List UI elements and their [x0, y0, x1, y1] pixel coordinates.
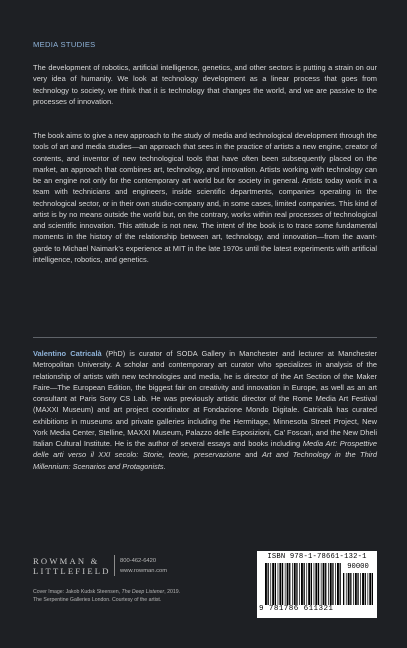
credit-suffix: , 2019. [164, 589, 181, 595]
barcode-bar [294, 563, 296, 605]
barcode-bar [335, 563, 336, 605]
description-paragraph-2: The book aims to give a new approach to the study of media and technological development through the tools of art and media studies—an approach that sees in the practice of artists a new engine, creator of contents, and inventor of new technological tools that have often been subsequently placed on the market, an approach that combines art, technology, and innovation. Artists working with technology can be an engine not only for the contemporary art world but for society in general. Artists today work in a team with technicians and engineers, inside scientific departments, companies operating in the technological sector, or in their own studio-company and, in some cases, limited companies. This kind of artist is by no means outside the world but, on the contrary, works within real processes of technological and scientific innovation. This attitude is not new. The intent of the book is to trace some fundamental moments in the history of the relationship between art, technology, and innovation—from the avant-garde to Michael Naimark’s experience at MIT in the late 1970s until the latest experiments with artificial intelligence, robotics, and genetics. [33, 131, 377, 264]
barcode-bar [282, 563, 283, 605]
barcode-bar [340, 563, 341, 605]
publisher-line-2: LITTLEFIELD [33, 566, 111, 576]
publisher-separator [114, 555, 115, 576]
addon-barcode-bars [343, 573, 373, 605]
barcode-bar [275, 563, 276, 605]
bio-text-1: (PhD) is curator of SODA Gallery in Manchester and lecturer at Manchester Metropolitan University. A scholar and contemporary art curator who specializes in analysis of the relationship of artists with new technologies and media, he is director of the Art Section of the Maker Faire—The European Edition, the biggest fair on creativity and innovation in Europe, as well as an art consultant at Paris Sony CS Lab. He was previously artistic director of the Rome Media Art Festival (MAXXI Museum) and art project coordinator at Fondazione Mondo Digitale. Catricalà has curated exhibitions in museums and private galleries including the Hermitage, Minnesota Street Project, New York Media Center, Stelline, MAXXI Museum, Palazzo delle Esposizioni, Ca’ Foscari, and the New Dheli Italian Cultural Institute. He is the author of several essays and books including [33, 349, 377, 448]
barcode-bar [369, 573, 371, 605]
barcode-bar [265, 563, 267, 605]
bio-text-2: and [240, 450, 262, 460]
barcode-bar [362, 573, 364, 605]
barcode-bar [299, 563, 300, 605]
barcode-bar [278, 563, 279, 605]
publisher-website: www.rowman.com [120, 568, 168, 574]
barcode-bar [346, 573, 347, 605]
barcode-bar [318, 563, 319, 605]
book-title-1: Media Art: Prospettive delle arti verso il XXI secolo: Storie, teorie, preservazione [33, 439, 378, 460]
barcode-bar [306, 563, 307, 605]
section-divider [33, 337, 377, 338]
barcode-bar [350, 573, 351, 605]
credit-prefix: Cover Image: Jakob Kudsk Steensen, [33, 589, 122, 595]
barcode-bar [301, 563, 303, 605]
barcode-bar [315, 563, 317, 605]
barcode-bar [355, 573, 357, 605]
price-code: 90000 [347, 563, 369, 571]
barcode-bar [289, 563, 290, 605]
barcode-bar [330, 563, 332, 605]
author-bio [33, 348, 377, 472]
barcode-bar [337, 563, 339, 605]
author-name: Valentino Catricalà [33, 349, 102, 358]
barcode-bar [372, 573, 373, 605]
description-paragraph-1: The development of robotics, artificial intelligence, genetics, and other sectors is putting a strain on our very idea of humanity. We look at technology development as a linear process that goes from technology to society, we think that it is technology that changes the world, and we are passive to the processes of innovation. [33, 63, 377, 106]
barcode-bar [285, 563, 286, 605]
barcode-bar [360, 573, 361, 605]
barcode-bar [357, 573, 358, 605]
publisher-logo [33, 556, 111, 576]
category-label: MEDIA STUDIES [33, 40, 96, 49]
barcode-bar [368, 573, 369, 605]
barcode-bar [270, 563, 271, 605]
barcode-bar [323, 563, 325, 605]
barcode-bar [296, 563, 297, 605]
barcode-bar [321, 563, 322, 605]
barcode-bar [308, 563, 310, 605]
barcode-bar [348, 573, 350, 605]
barcode-bar [353, 573, 354, 605]
publisher-phone: 800-462-6420 [120, 558, 157, 564]
ean-digits: 9 781786 611321 [259, 605, 334, 613]
barcode-bar [304, 563, 305, 605]
publisher-line-1: ROWMAN & [33, 556, 100, 566]
barcode-bar [292, 563, 293, 605]
barcode-bar [314, 563, 315, 605]
publisher-contact [120, 556, 167, 576]
credit-line-2: The Serpentine Galleries London. Courtesy of the artist. [33, 597, 162, 604]
barcode-bar [328, 563, 329, 605]
barcode-bar [311, 563, 312, 605]
barcode-bar [268, 563, 269, 605]
isbn-barcode [257, 551, 377, 618]
credit-line-1 [33, 588, 180, 596]
isbn-number: ISBN 978-1-78661-132-1 [267, 553, 367, 561]
barcode-bar [287, 563, 289, 605]
barcode-bar [325, 563, 326, 605]
credit-artwork-title: The Deep Listener [121, 589, 165, 595]
book-title-2: Art and Technology in the Third Millennium: Scenarios and Protagonists [33, 450, 377, 471]
barcode-bar [279, 563, 281, 605]
bio-text-3: . [163, 461, 166, 471]
cover-credit [33, 588, 180, 605]
barcode-bar [343, 573, 344, 605]
barcode-bar [365, 573, 366, 605]
barcode-bar [272, 563, 274, 605]
barcode-bar [332, 563, 333, 605]
ean-barcode-bars [265, 563, 341, 605]
